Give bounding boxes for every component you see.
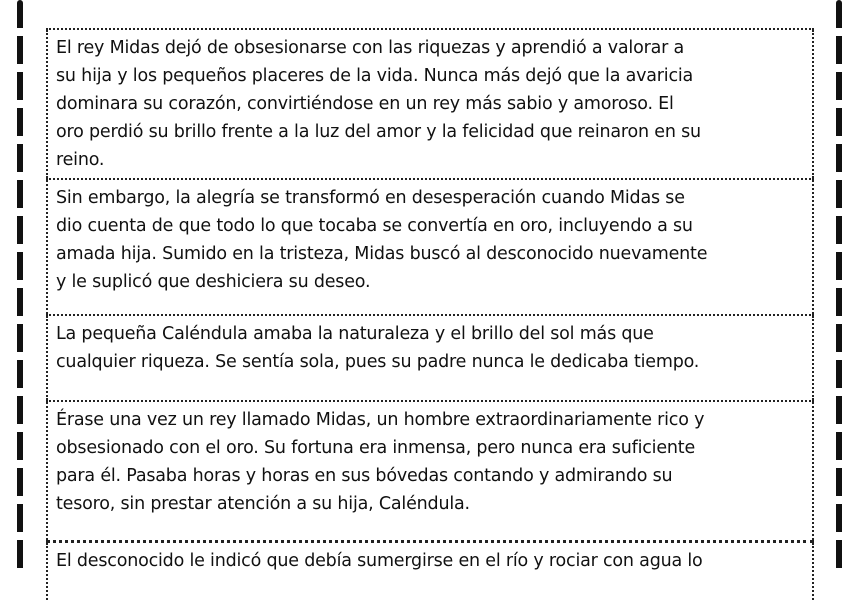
strip-line: dio cuenta de que todo lo que tocaba se convertía en oro, incluyendo a su <box>56 216 693 236</box>
left-cut-margin <box>17 0 23 576</box>
story-strip-calendula <box>46 314 814 400</box>
strip-line: cualquier riqueza. Se sentía sola, pues su padre nunca le dedicaba tiempo. <box>56 352 700 372</box>
strip-line: La pequeña Caléndula amaba la naturaleza y el brillo del sol más que <box>56 324 654 344</box>
strip-line: Sin embargo, la alegría se transformó en desesperación cuando Midas se <box>56 188 685 208</box>
strip-line: dominara su corazón, convirtiéndose en un rey más sabio y amoroso. El <box>56 94 674 114</box>
strip-line: obsesionado con el oro. Su fortuna era inmensa, pero nunca era suficiente <box>56 438 696 458</box>
strip-line: tesoro, sin prestar atención a su hija, Caléndula. <box>56 494 470 514</box>
strip-line: y le suplicó que deshiciera su deseo. <box>56 272 371 292</box>
story-strip-ending <box>46 28 814 178</box>
strip-line: reino. <box>56 150 105 170</box>
strip-line: El rey Midas dejó de obsesionarse con las riquezas y aprendió a valorar a <box>56 38 684 58</box>
story-strip-river <box>46 540 814 600</box>
right-cut-margin <box>836 0 842 576</box>
story-strip-beginning <box>46 400 814 540</box>
strip-line: su hija y los pequeños placeres de la vida. Nunca más dejó que la avaricia <box>56 66 694 86</box>
strip-line: para él. Pasaba horas y horas en sus bóvedas contando y admirando su <box>56 466 673 486</box>
strip-line: oro perdió su brillo frente a la luz del amor y la felicidad que reinaron en su <box>56 122 701 142</box>
strip-line: amada hija. Sumido en la tristeza, Midas buscó al desconocido nuevamente <box>56 244 708 264</box>
strip-line: Érase una vez un rey llamado Midas, un hombre extraordinariamente rico y <box>56 410 705 430</box>
strip-line: El desconocido le indicó que debía sumergirse en el río y rociar con agua lo <box>56 551 703 571</box>
story-strip-despair <box>46 178 814 314</box>
